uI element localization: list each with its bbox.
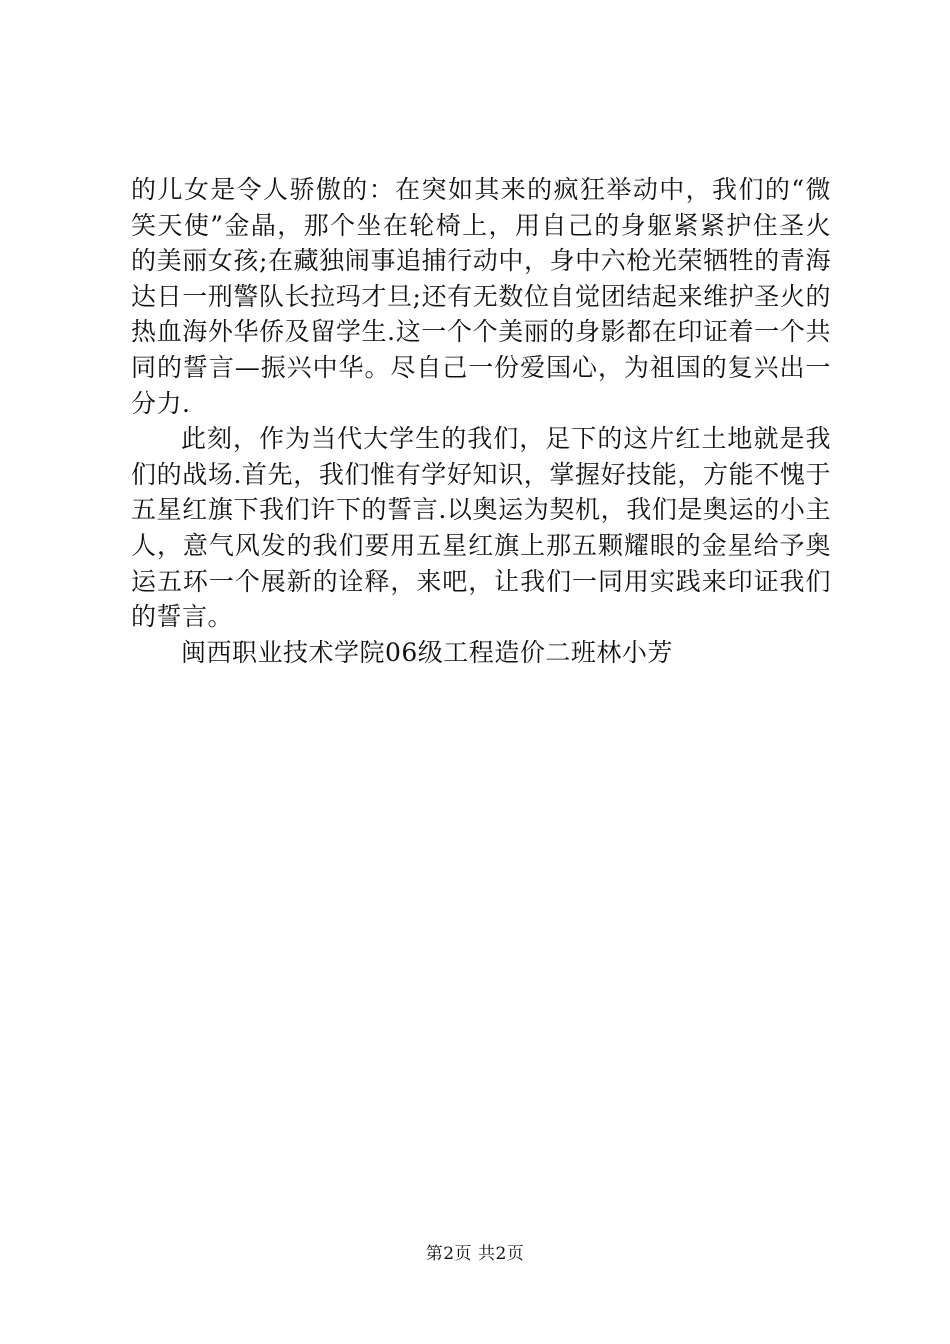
paragraph-continuation: 的儿女是令人骄傲的：在突如其来的疯狂举动中，我们的“微笑天使”金晶，那个坐在轮椅上，用自己的身躯紧紧护住圣火的美丽女孩;在藏独闹事追捕行动中，身中六枪光荣牺牲的青海达日一刑警队长拉玛才旦;还有无数位自觉团结起来维护圣火的热血海外华侨及留学生.这一个个美丽的身影都在印证着一个共同的誓言—振兴中华。尽自己一份爱国心，为祖国的复兴出一分力.	[131, 175, 831, 418]
page-footer: 第2页 共2页	[425, 1244, 525, 1264]
paragraph-student-pledge: 此刻，作为当代大学生的我们，足下的这片红土地就是我们的战场.首先，我们惟有学好知识，掌握好技能，方能不愧于五星红旗下我们许下的誓言.以奥运为契机，我们是奥运的小主人，意气风发的我们要用五星红旗上那五颗耀眼的金星给予奥运五环一个展新的诠释，来吧，让我们一同用实践来印证我们的誓言。	[131, 424, 831, 632]
body-text	[131, 172, 831, 670]
author-signature-line: 闽西职业技术学院06级工程造价二班林小芳	[181, 637, 673, 667]
